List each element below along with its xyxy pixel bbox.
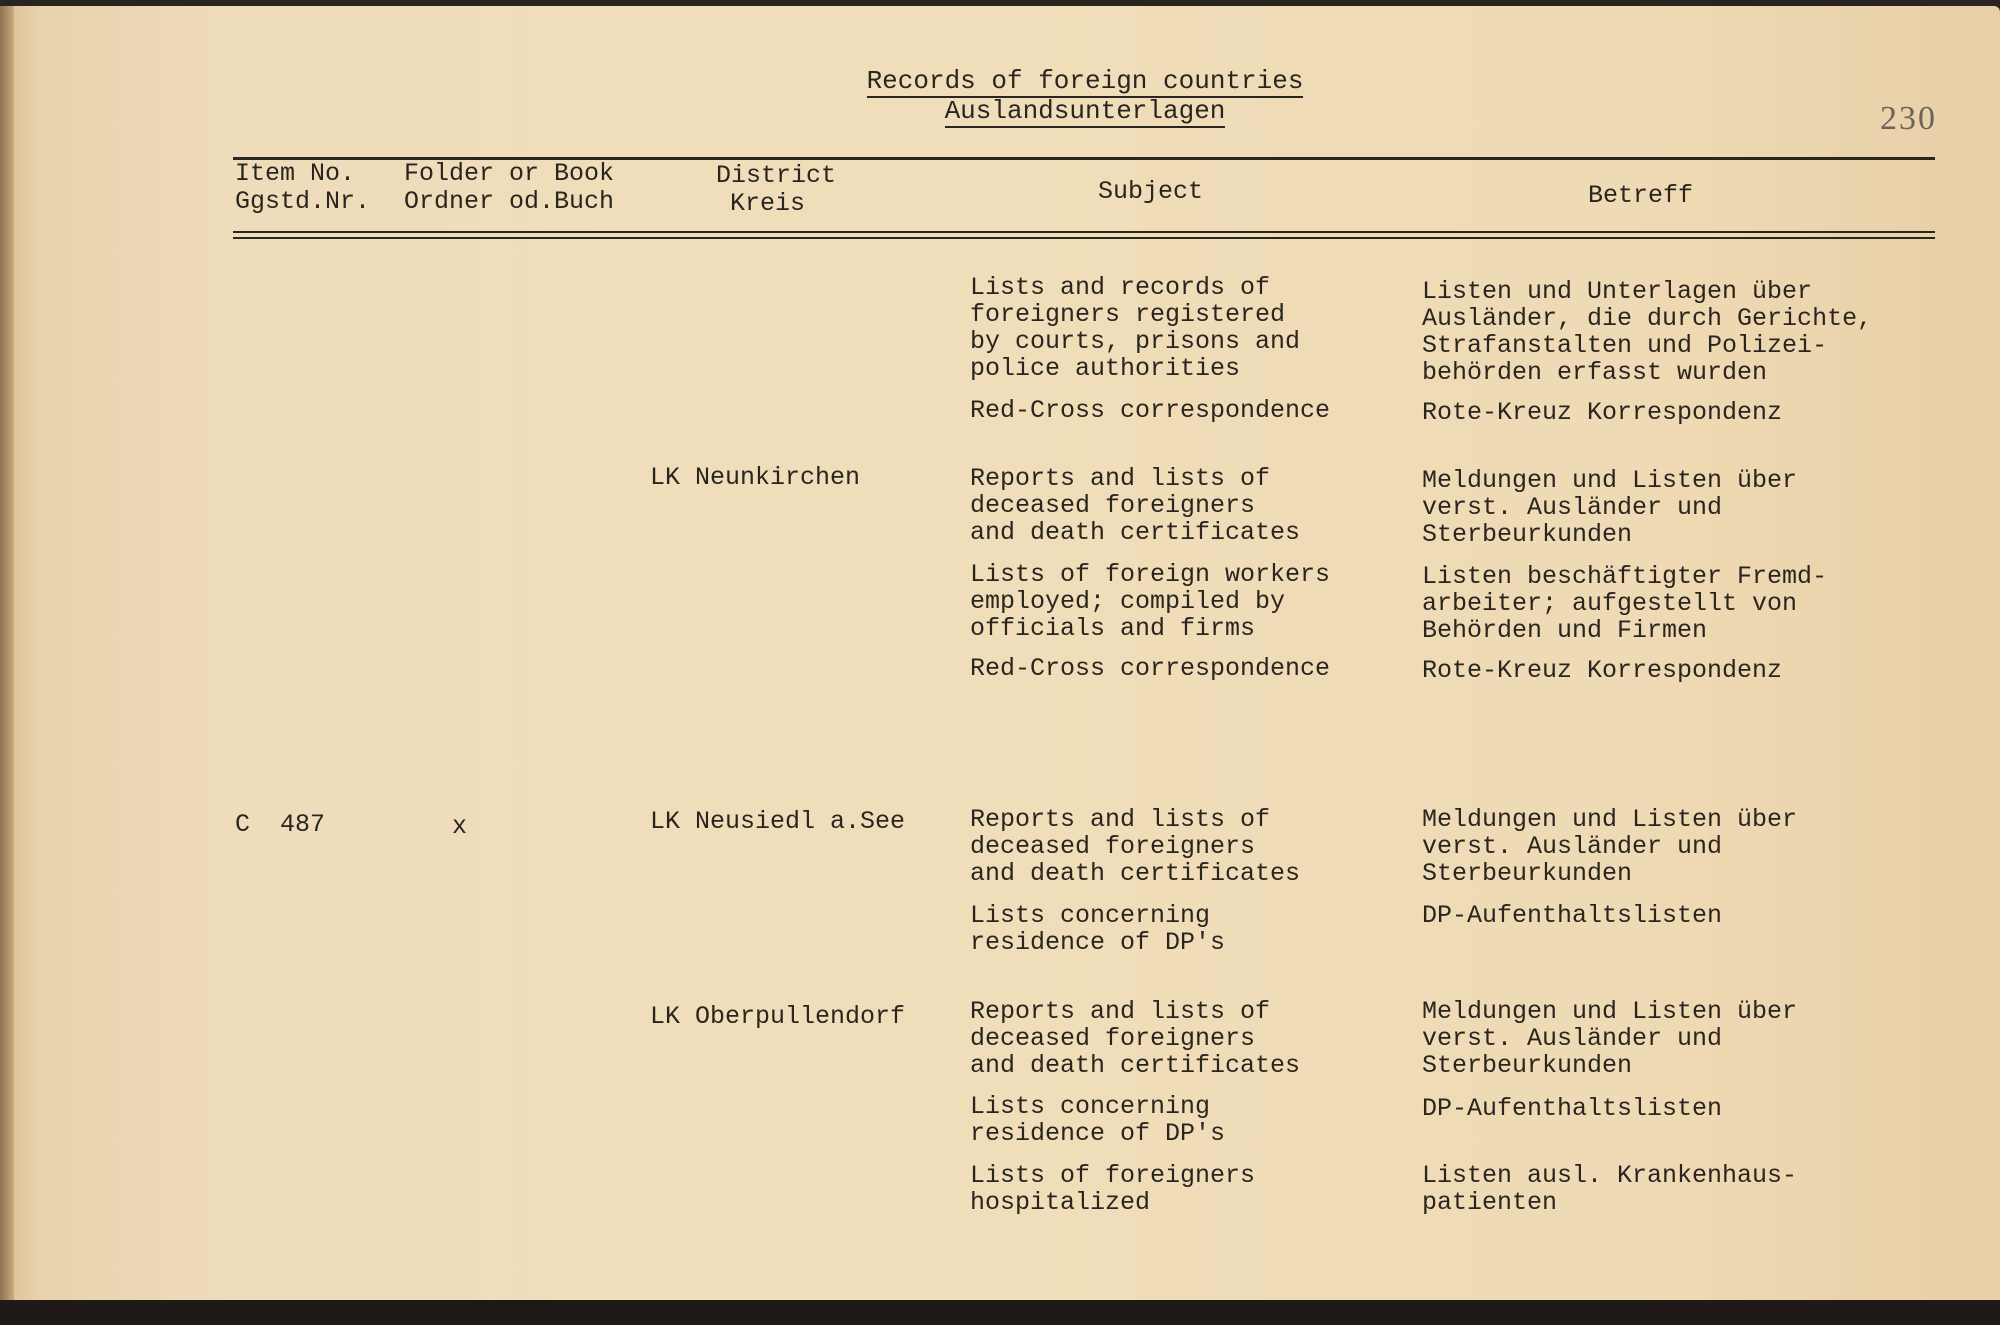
header-betreff: Betreff <box>1588 181 1694 210</box>
entry-5-district: LK Neusiedl a.See <box>650 807 906 836</box>
header-subject: Subject <box>1098 177 1204 206</box>
entry-2-betreff: Meldungen und Listen über verst. Ausländer und Sterbeurkunden <box>1422 466 1798 549</box>
header-bottom-rule-1 <box>233 231 1935 233</box>
page-bottom-edge <box>0 1300 2000 1325</box>
entry-0-betreff: Listen und Unterlagen über Ausländer, die durch Gerichte, Strafanstalten und Polizei- behörden erfasst wurden <box>1422 277 1873 387</box>
entry-9-subject: Lists of foreigners hospitalized <box>970 1161 1256 1217</box>
entry-3-subject: Lists of foreign workers employed; compiled by officials and firms <box>970 560 1331 643</box>
entry-1-subject: Red-Cross correspondence <box>970 396 1331 425</box>
title-english: Records of foreign countries <box>866 66 1304 96</box>
page-number: 230 <box>1880 100 1937 137</box>
header-folder-en: Folder or Book <box>404 159 615 188</box>
page-binding <box>0 6 14 1306</box>
entry-5-subject: Reports and lists of deceased foreigners and death certificates <box>970 805 1301 888</box>
document-title <box>860 68 1310 128</box>
entry-7-district: LK Oberpullendorf <box>650 1002 906 1031</box>
title-german: Auslandsunterlagen <box>944 96 1226 126</box>
entry-0-subject: Lists and records of foreigners registered by courts, prisons and police authorities <box>970 273 1301 383</box>
entry-1-betreff: Rote-Kreuz Korrespondenz <box>1422 398 1783 427</box>
header-bottom-rule-2 <box>233 237 1935 239</box>
entry-4-subject: Red-Cross correspondence <box>970 654 1331 683</box>
header-folder-de: Ordner od.Buch <box>404 187 615 216</box>
entry-5-item-no: C 487 <box>235 810 326 839</box>
entry-5-betreff: Meldungen und Listen über verst. Ausländer und Sterbeurkunden <box>1422 805 1798 888</box>
header-item-no-en: Item No. <box>235 159 356 188</box>
entry-2-district: LK Neunkirchen <box>650 463 861 492</box>
entry-8-subject: Lists concerning residence of DP's <box>970 1092 1226 1148</box>
entry-9-betreff: Listen ausl. Krankenhaus- patienten <box>1422 1161 1798 1217</box>
entry-2-subject: Reports and lists of deceased foreigners and death certificates <box>970 464 1301 547</box>
header-item-no-de: Ggstd.Nr. <box>235 187 371 216</box>
entry-7-betreff: Meldungen und Listen über verst. Ausländer und Sterbeurkunden <box>1422 997 1798 1080</box>
entry-4-betreff: Rote-Kreuz Korrespondenz <box>1422 656 1783 685</box>
entry-6-subject: Lists concerning residence of DP's <box>970 901 1226 957</box>
header-district-de: Kreis <box>730 189 806 218</box>
entry-6-betreff: DP-Aufenthaltslisten <box>1422 901 1723 930</box>
entry-8-betreff: DP-Aufenthaltslisten <box>1422 1094 1723 1123</box>
entry-7-subject: Reports and lists of deceased foreigners and death certificates <box>970 997 1301 1080</box>
header-district-en: District <box>716 161 837 190</box>
entry-3-betreff: Listen beschäftigter Fremd- arbeiter; aufgestellt von Behörden und Firmen <box>1422 562 1828 645</box>
entry-5-folder: x <box>452 812 468 841</box>
